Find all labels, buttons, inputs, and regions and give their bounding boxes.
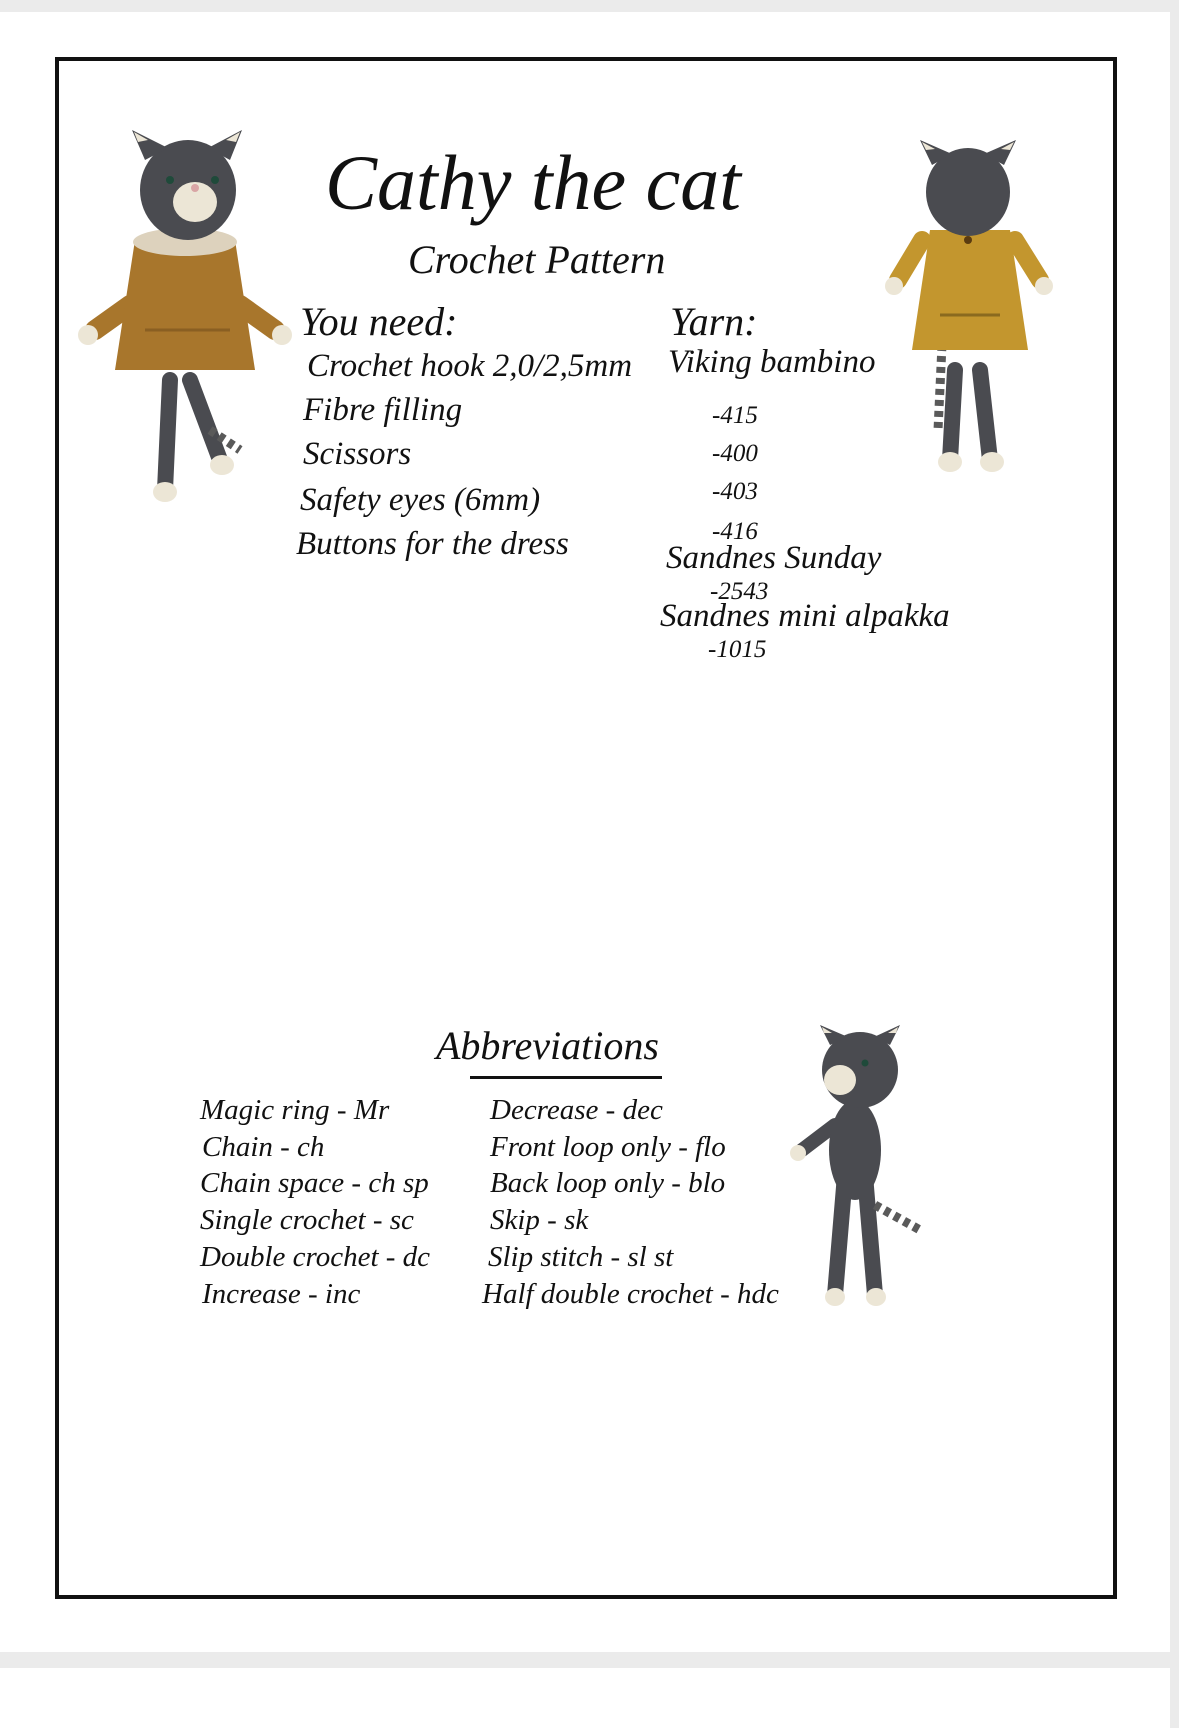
cat-back-photo	[880, 140, 1060, 480]
need-item: Crochet hook 2,0/2,5mm	[307, 348, 633, 384]
abbreviation-item: Magic ring - Mr	[200, 1094, 390, 1126]
yarn-heading: Yarn:	[670, 299, 758, 344]
pattern-title: Cathy the cat	[325, 139, 741, 226]
yarn-brand: Sandnes mini alpakka	[660, 598, 950, 634]
abbreviation-item: Skip - sk	[490, 1204, 589, 1236]
abbreviation-item: Half double crochet - hdc	[482, 1278, 779, 1310]
abbreviations-underline	[470, 1076, 662, 1079]
abbreviation-item: Chain space - ch sp	[200, 1167, 429, 1199]
abbreviation-item: Decrease - dec	[490, 1094, 663, 1126]
need-item: Safety eyes (6mm)	[300, 482, 541, 518]
need-item: Buttons for the dress	[296, 526, 569, 562]
yarn-code: -400	[712, 440, 758, 467]
abbreviation-item: Double crochet - dc	[200, 1241, 431, 1273]
abbreviation-item: Increase - inc	[202, 1278, 361, 1310]
yarn-brand: Viking bambino	[668, 344, 876, 380]
yarn-code: -403	[712, 478, 758, 505]
yarn-brand: Sandnes Sunday	[666, 540, 882, 576]
cat-front-photo	[70, 130, 310, 510]
yarn-code: -416	[712, 518, 758, 545]
cat-undressed-photo	[790, 1025, 940, 1315]
pattern-subtitle: Crochet Pattern	[408, 237, 666, 282]
abbreviations-heading: Abbreviations	[436, 1023, 659, 1068]
abbreviation-item: Slip stitch - sl st	[488, 1241, 674, 1273]
yarn-code: -2543	[710, 578, 769, 605]
need-item: Scissors	[303, 436, 412, 472]
yarn-code: -1015	[708, 636, 767, 663]
abbreviation-item: Single crochet - sc	[200, 1204, 414, 1236]
you-need-heading: You need:	[300, 299, 458, 344]
abbreviation-item: Front loop only - flo	[490, 1131, 726, 1163]
yarn-code: -415	[712, 402, 758, 429]
abbreviation-item: Back loop only - blo	[490, 1167, 726, 1199]
next-page-sheet	[0, 1668, 1170, 1728]
abbreviation-item: Chain - ch	[202, 1131, 325, 1163]
need-item: Fibre filling	[303, 392, 463, 428]
